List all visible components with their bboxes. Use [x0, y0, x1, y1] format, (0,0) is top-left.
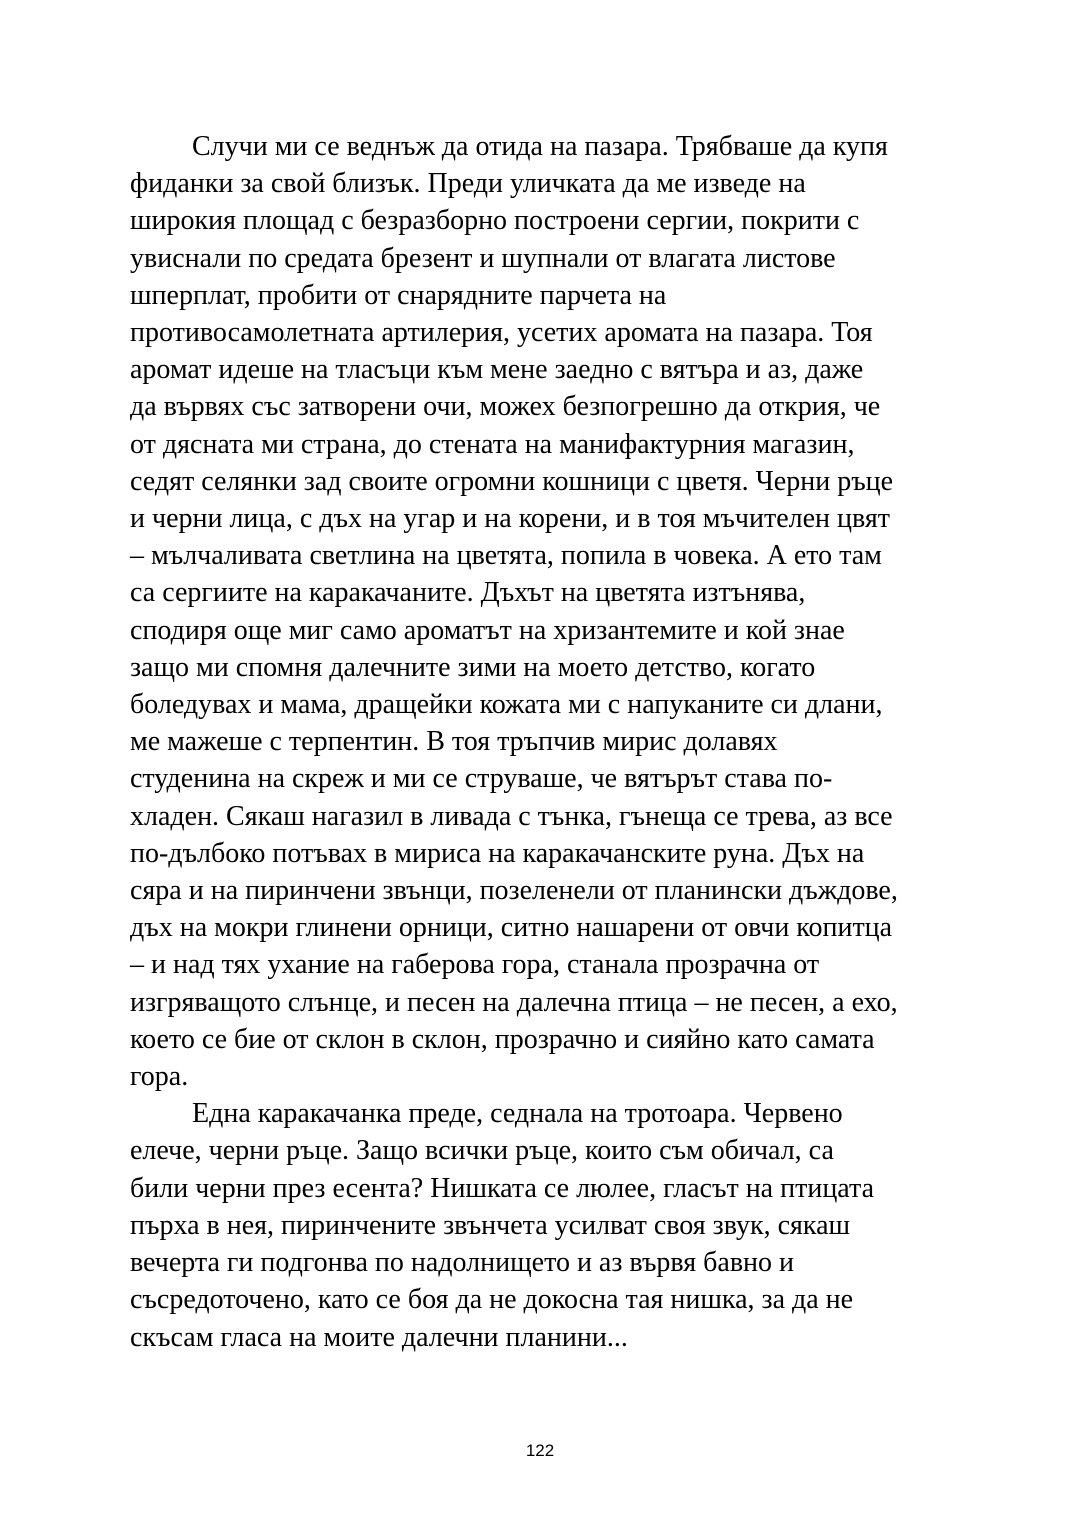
paragraph-1-line: от дясната ми страна, до стената на манифактурния магазин, [130, 428, 855, 460]
paragraph-2-line: Една каракачанка преде, седнала на тротоара. Червено [192, 1098, 843, 1130]
paragraph-1-line: сподиря още миг само ароматът на хризантемите и кой знае [130, 614, 845, 646]
paragraph-1-line: изгряващото слънце, и песен на далечна птица – не песен, а ехо, [130, 986, 898, 1018]
paragraph-1-line: аромат идеше на тласъци към мене заедно с вятъра и аз, даже [130, 354, 864, 386]
paragraph-1-line: да вървях със затворени очи, можех безпогрешно да открия, че [130, 391, 881, 423]
paragraph-1-line: студенина на скреж и ми се струваше, че вятърът става по- [130, 763, 833, 795]
paragraph-1-line: боледувах и мама, дращейки кожата ми с напуканите си длани, [130, 689, 883, 721]
paragraph-1-line: което се бие от склон в склон, прозрачно и сияйно като самата [130, 1023, 875, 1055]
paragraph-1-line: Случи ми се веднъж да отида на пазара. Трябваше да купя [192, 131, 888, 162]
paragraph-1-line: – и над тях ухание на габерова гора, станала прозрачна от [130, 949, 820, 981]
paragraph-1-line: увиснали по средата брезент и шупнали от влагата листове [130, 242, 836, 274]
paragraph-1-line: хладен. Сякаш нагазил в ливада с тънка, гънеща се трева, аз все [130, 800, 893, 832]
paragraph-1-line: защо ми спомня далечните зими на моето детство, когато [130, 651, 816, 683]
paragraph-1-line: ме мажеше с терпентин. В тоя тръпчив мирис долавях [130, 726, 778, 758]
paragraph-1-line: са сергиите на каракачаните. Дъхът на цветята изтънява, [130, 577, 806, 609]
paragraph-1-line: седят селянки зад своите огромни кошници с цветя. Черни ръце [130, 465, 894, 497]
paragraph-1-line: – мълчаливата светлина на цветята, попила в човека. А ето там [130, 540, 882, 572]
paragraph-1-line: широкия площад с безразборно построени сергии, покрити с [130, 205, 860, 237]
paragraph-1-line: шперплат, пробити от снарядните парчета на [130, 279, 667, 311]
paragraph-1-line: дъх на мокри глинени орници, ситно нашарени от овчи копитца [130, 912, 893, 944]
paragraph-2-line: елече, черни ръце. Защо всички ръце, които съм обичал, са [130, 1135, 834, 1167]
paragraph-1-line: противосамолетната артилерия, усетих аромата на пазара. Тоя [130, 317, 873, 349]
paragraph-1-line: и черни лица, с дъх на угар и на корени, и в тоя мъчителен цвят [130, 503, 890, 535]
paragraph-1-line: сяра и на пиринчени звънци, позеленели от планински дъждове, [130, 875, 898, 907]
paragraph-2-line: били черни през есента? Нишката се люлее, гласът на птицата [130, 1172, 875, 1204]
paragraph-2-line: съсредоточено, като се боя да не докосна тая нишка, за да не [130, 1284, 854, 1316]
paragraph-1-line: гора. [130, 1061, 189, 1093]
paragraph-2-line: пърха в нея, пиринчените звънчета усилват своя звук, сякаш [130, 1209, 851, 1241]
body-text [130, 128, 960, 1356]
paragraph-2-line: скъсам гласа на моите далечни планини... [130, 1321, 628, 1353]
page-number: 122 [525, 1441, 555, 1460]
paragraph-1-line: по-дълбоко потъвах в мириса на каракачанските руна. Дъх на [130, 837, 865, 869]
paragraph-2-line: вечерта ги подгонва по надолнището и аз вървя бавно и [130, 1247, 795, 1279]
paragraph-1-line: фиданки за свой близък. Преди уличката да ме изведе на [130, 168, 806, 200]
